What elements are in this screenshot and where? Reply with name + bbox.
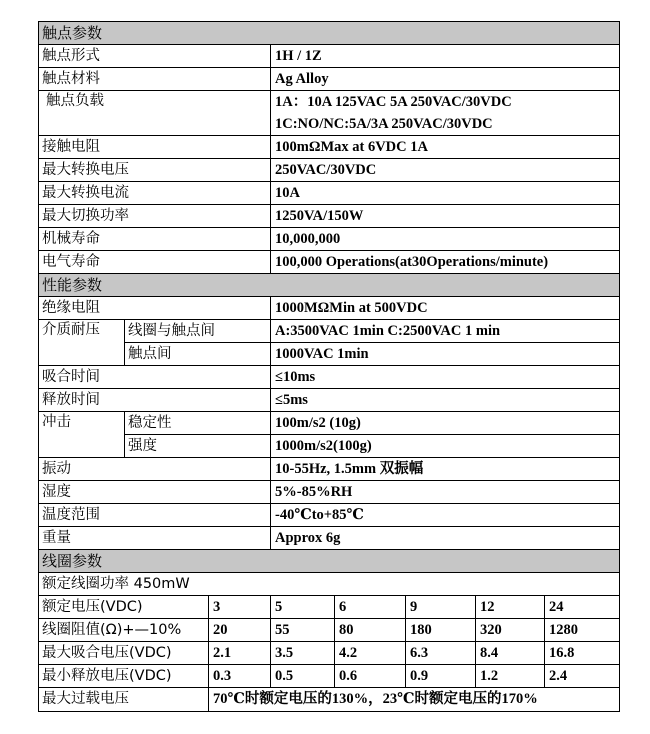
coil-value: 0.5 [271, 665, 335, 688]
coil-row-label: 最大过载电压 [39, 688, 209, 712]
coil-value: 0.3 [209, 665, 271, 688]
coil-value: 9 [406, 596, 476, 619]
coil-row-label: 线圈阻值(Ω)+—10% [39, 619, 209, 642]
table-row [39, 228, 620, 251]
param-value: 250VAC/30VDC [271, 159, 620, 182]
table-row [39, 527, 620, 550]
coil-value: 8.4 [476, 642, 545, 665]
coil-value: 1280 [545, 619, 620, 642]
coil-value: 1.2 [476, 665, 545, 688]
section-title: 触点参数 [39, 22, 620, 45]
coil-value: 6.3 [406, 642, 476, 665]
param-label: 湿度 [39, 481, 271, 504]
coil-value: 180 [406, 619, 476, 642]
table-row [39, 343, 620, 366]
table-row [39, 573, 620, 596]
table-row [39, 251, 620, 274]
coil-value: 0.9 [406, 665, 476, 688]
table-row [39, 688, 620, 712]
table-row [39, 68, 620, 91]
param-value: -40℃to+85℃ [271, 504, 620, 527]
param-value: Approx 6g [271, 527, 620, 550]
param-label: 吸合时间 [39, 366, 271, 389]
param-value: 1000m/s2(100g) [271, 435, 620, 458]
param-value: 10A [271, 182, 620, 205]
table-row [39, 320, 620, 343]
param-label: 介质耐压 [39, 320, 125, 366]
param-value: 1250VA/150W [271, 205, 620, 228]
param-label: 温度范围 [39, 504, 271, 527]
param-label: 电气寿命 [39, 251, 271, 274]
table-row [39, 366, 620, 389]
param-label: 最大转换电流 [39, 182, 271, 205]
param-sublabel: 稳定性 [125, 412, 271, 435]
coil-value: 5 [271, 596, 335, 619]
param-label: 触点负载 [39, 91, 271, 136]
table-row [39, 435, 620, 458]
table-row [39, 481, 620, 504]
table-row [39, 619, 620, 642]
param-value: 1000MΩMin at 500VDC [271, 297, 620, 320]
param-label: 释放时间 [39, 389, 271, 412]
param-sublabel: 触点间 [125, 343, 271, 366]
coil-value: 0.6 [335, 665, 406, 688]
coil-value: 24 [545, 596, 620, 619]
param-label: 绝缘电阻 [39, 297, 271, 320]
param-value: 1000VAC 1min [271, 343, 620, 366]
param-value: Ag Alloy [271, 68, 620, 91]
coil-value: 3.5 [271, 642, 335, 665]
section-header-coil [39, 550, 620, 573]
table-row [39, 182, 620, 205]
table-row [39, 665, 620, 688]
table-row [39, 504, 620, 527]
table-row [39, 91, 620, 114]
coil-row-label: 最小释放电压(VDC) [39, 665, 209, 688]
section-title: 性能参数 [39, 274, 620, 297]
table-row [39, 297, 620, 320]
relay-spec-table [38, 21, 620, 712]
param-label: 触点材料 [39, 68, 271, 91]
coil-value: 55 [271, 619, 335, 642]
coil-power: 额定线圈功率 450mW [39, 573, 620, 596]
section-header-performance [39, 274, 620, 297]
section-title: 线圈参数 [39, 550, 620, 573]
param-sublabel: 强度 [125, 435, 271, 458]
coil-value: 16.8 [545, 642, 620, 665]
coil-value: 80 [335, 619, 406, 642]
section-header-contact [39, 22, 620, 45]
coil-value: 20 [209, 619, 271, 642]
param-value: 1A：10A 125VAC 5A 250VAC/30VDC [271, 91, 620, 114]
param-value: 10,000,000 [271, 228, 620, 251]
table-row [39, 389, 620, 412]
param-label: 冲击 [39, 412, 125, 458]
param-value: A:3500VAC 1min C:2500VAC 1 min [271, 320, 620, 343]
param-label: 机械寿命 [39, 228, 271, 251]
param-label: 触点形式 [39, 45, 271, 68]
coil-row-label: 额定电压(VDC) [39, 596, 209, 619]
param-value: 1C:NO/NC:5A/3A 250VAC/30VDC [271, 113, 620, 136]
param-value: 10-55Hz, 1.5mm 双振幅 [271, 458, 620, 481]
param-value: 5%-85%RH [271, 481, 620, 504]
coil-value: 2.4 [545, 665, 620, 688]
table-row [39, 136, 620, 159]
param-label: 重量 [39, 527, 271, 550]
table-row [39, 159, 620, 182]
param-value: ≤10ms [271, 366, 620, 389]
coil-value: 70℃时额定电压的130%，23℃时额定电压的170% [209, 688, 620, 712]
coil-value: 6 [335, 596, 406, 619]
param-label: 振动 [39, 458, 271, 481]
param-value: 1H / 1Z [271, 45, 620, 68]
param-sublabel: 线圈与触点间 [125, 320, 271, 343]
param-label: 最大切换功率 [39, 205, 271, 228]
coil-value: 3 [209, 596, 271, 619]
param-label: 最大转换电压 [39, 159, 271, 182]
param-value: 100m/s2 (10g) [271, 412, 620, 435]
coil-value: 320 [476, 619, 545, 642]
table-row [39, 596, 620, 619]
param-value: ≤5ms [271, 389, 620, 412]
table-row [39, 205, 620, 228]
coil-value: 2.1 [209, 642, 271, 665]
table-row [39, 45, 620, 68]
coil-value: 12 [476, 596, 545, 619]
param-value: 100,000 Operations(at30Operations/minute) [271, 251, 620, 274]
param-label: 接触电阻 [39, 136, 271, 159]
table-row [39, 412, 620, 435]
table-row [39, 642, 620, 665]
coil-value: 4.2 [335, 642, 406, 665]
param-value: 100mΩMax at 6VDC 1A [271, 136, 620, 159]
table-row [39, 458, 620, 481]
coil-row-label: 最大吸合电压(VDC) [39, 642, 209, 665]
